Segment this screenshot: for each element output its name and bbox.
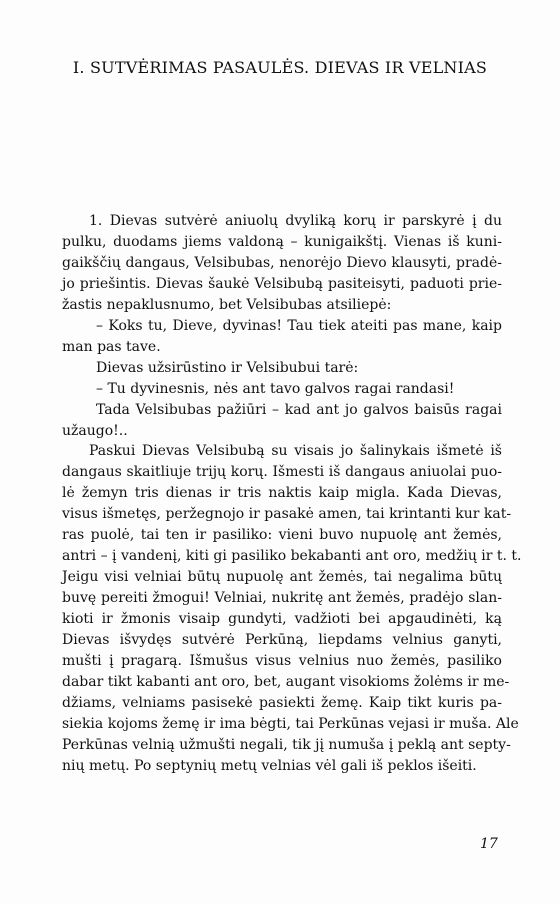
chapter-title: I. SUTVĖRIMAS PASAULĖS. DIEVAS IR VELNIAS xyxy=(72,58,488,77)
text-line: – Koks tu, Dieve, dyvinas! Tau tiek ateiti pas mane, kaip xyxy=(96,317,502,334)
text-line: žastis nepaklusnumo, bet Velsibubas atsiliepė: xyxy=(62,296,392,313)
page-number: 17 xyxy=(480,836,498,852)
text-line: kioti ir žmonis visaip gundyti, vadžioti bei apgaudinėti, ką xyxy=(62,611,502,628)
text-line: gaikščių dangaus, Velsibubas, nenorėjo Dievo klausyti, pradė- xyxy=(62,254,502,271)
text-line: buvę pereiti žmogui! Velniai, nukritę ant žemės, pradėjo slan- xyxy=(62,590,502,607)
text-line: Dievas išvydęs sutvėrė Perkūną, liepdams velnius ganyti, xyxy=(62,632,502,649)
text-line: pulku, duodams jiems valdoną – kunigaikštį. Vienas iš kuni- xyxy=(62,233,502,250)
text-line: dangaus skaitliuje trijų korų. Išmesti iš dangaus aniuolai puo- xyxy=(62,464,502,481)
text-line: džiams, velniams pasisekė pasiekti žemę. Kaip tikt kuris pa- xyxy=(62,694,502,711)
text-line: Tada Velsibubas pažiūri – kad ant jo galvos baisūs ragai xyxy=(96,401,502,418)
text-line: visus išmetęs, peržegnojo ir pasakė amen, tai krintanti kur kat- xyxy=(62,506,512,523)
text-line: mušti į pragarą. Išmušus visus velnius nuo žemės, pasiliko xyxy=(62,653,502,670)
text-line: dabar tikt kabanti ant oro, bet, augant visokioms žolėms ir me- xyxy=(62,673,510,690)
text-line: užaugo!.. xyxy=(62,422,128,439)
text-line: lė žemyn tris dienas ir tris naktis kaip migla. Kada Dievas, xyxy=(62,485,502,502)
text-line: jo priešintis. Dievas šaukė Velsibubą pasiteisyti, paduoti prie- xyxy=(62,275,502,292)
text-line: Paskui Dievas Velsibubą su visais jo šalinykais išmetė iš xyxy=(89,443,502,460)
text-line: antri – į vandenį, kiti gi pasiliko bekabanti ant oro, medžių ir t. t. xyxy=(62,548,522,565)
body-text xyxy=(62,211,522,777)
text-line: nių metų. Po septynių metų velnias vėl gali iš peklos išeiti. xyxy=(62,757,477,774)
text-line: man pas tave. xyxy=(62,338,161,355)
text-line: siekia kojoms žemę ir ima bėgti, tai Perkūnas vejasi ir muša. Ale xyxy=(62,715,519,732)
text-line: ras puolė, tai ten ir pasiliko: vieni buvo nupuolę ant žemės, xyxy=(62,527,502,544)
text-line: Jeigu visi velniai būtų nupuolę ant žemės, tai negalima būtų xyxy=(62,569,502,586)
text-line: 1. Dievas sutvėrė aniuolų dvyliką korų ir parskyrė į du xyxy=(89,213,502,229)
text-line: – Tu dyvinesnis, nės ant tavo galvos ragai randasi! xyxy=(96,380,455,397)
text-line: Dievas užsirūstino ir Velsibubui tarė: xyxy=(96,359,359,376)
text-line: Perkūnas velnią užmušti negali, tik jį numuša į peklą ant septy- xyxy=(62,736,511,753)
